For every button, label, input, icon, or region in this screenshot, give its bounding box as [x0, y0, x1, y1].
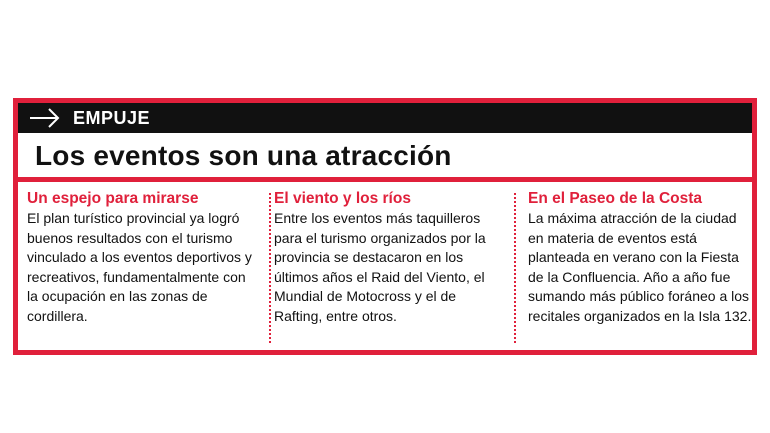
column-2	[274, 189, 504, 326]
section-tag-bar	[18, 103, 752, 133]
column-divider	[514, 193, 516, 343]
column-1	[27, 189, 257, 326]
headline: Los eventos son una atracción	[35, 140, 452, 171]
headline-rule	[18, 177, 752, 182]
column-body: El plan turístico provincial ya logró buenos resultados con el turismo vinculado a los eventos deportivos y recreativos, fundamentalmente con la ocupación en las zonas de cordillera.	[27, 210, 252, 324]
column-heading: Un espejo para mirarse	[27, 190, 199, 207]
right-arrow-icon	[28, 107, 62, 129]
column-3	[528, 189, 758, 326]
infobox-card	[13, 98, 757, 355]
column-divider	[269, 193, 271, 343]
section-tag-label: EMPUJE	[73, 108, 151, 128]
column-heading: El viento y los ríos	[274, 190, 411, 207]
column-body: La máxima atracción de la ciudad en materia de eventos está planteada en verano con la Fiesta de la Confluencia. Año a año fue sumando más público foráneo a los recitales organizados en la Isla 132.	[528, 210, 752, 324]
column-body: Entre los eventos más taquilleros para el turismo organizados por la provincia se destacaron en los últimos años el Raid del Viento, el Mundial de Motocross y el de Rafting, entre otros.	[274, 210, 486, 324]
column-heading: En el Paseo de la Costa	[528, 190, 703, 207]
